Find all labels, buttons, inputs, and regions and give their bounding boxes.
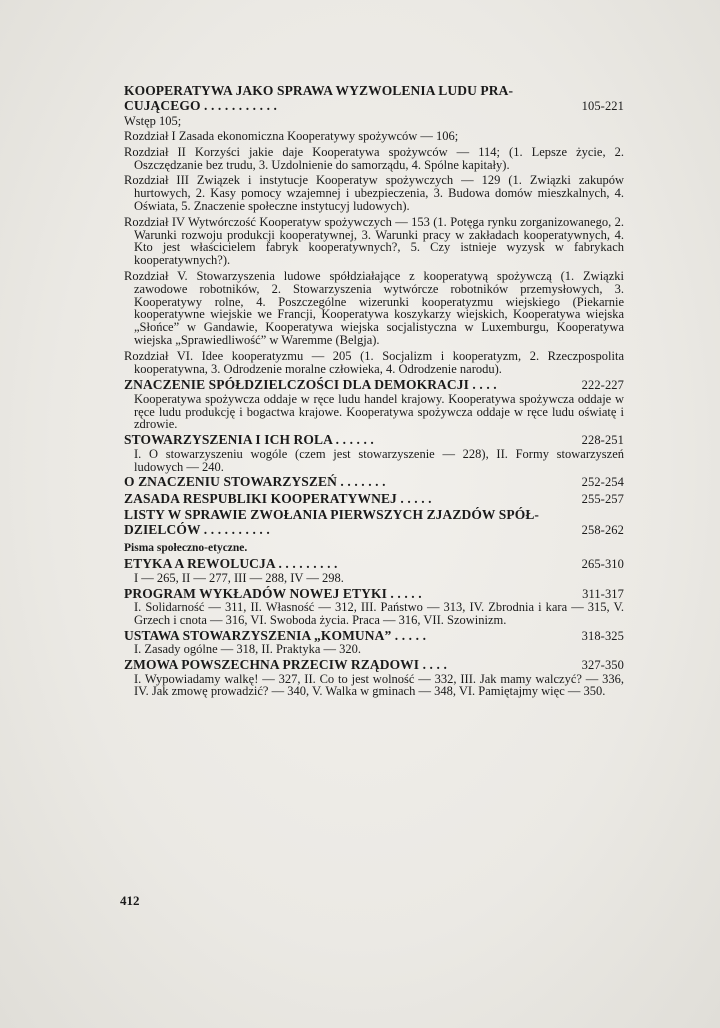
toc-entry (124, 492, 624, 507)
toc-entry-text: I. O stowarzyszeniu wogóle (czem jest stowarzyszenie — 228), II. Formy stowarzyszeń ludowych — 240. (134, 446, 624, 474)
toc-entry (124, 658, 624, 698)
toc-entry-title: ZMOWA POWSZECHNA PRZECIW RZĄDOWI . . . . (124, 657, 447, 673)
toc-entry-heading (124, 658, 624, 673)
toc-entry-title: USTAWA STOWARZYSZENIA „KOMUNA” . . . . . (124, 627, 427, 643)
toc-entry-text: I. Solidarność — 311, II. Własność — 312, III. Państwo — 313, IV. Zbrodnia i kara — 315, V. Grzech i cnota — 316, VI. Swoboda życia. Praca — 316, VII. Szowinizm. (134, 600, 624, 627)
toc-entry (124, 378, 624, 431)
toc-entry-heading (124, 587, 624, 602)
toc-entry (124, 557, 624, 584)
toc-entry-pages: 228-251 (581, 433, 624, 448)
toc-chapter-1: Rozdział I Zasada ekonomiczna Kooperatywy spożywców — 106; (124, 129, 459, 143)
toc-entry-text: I. Wypowiadamy walkę! — 327, II. Co to jest wolność — 332, III. Jak mamy walczyć? — 336, IV. Jak zmowę prowadzić? — 340, V. Walka w gminach — 348, VI. Pamiętajmy więc — 350. (134, 671, 624, 699)
toc-chapter-4: Rozdział IV Wytwórczość Kooperatyw spożywczych — 153 (1. Potęga rynku zorganizowanego, 2. Warunki rozwoju produkcji kooperatywnej, 3. Warunki pracy w zakładach kooperatywnych, 4. Kto jest właścicielem fabryk kooperatywnych?, 5. Czy istnieje wyzysk w fabrykach kooperatywnych?). (124, 214, 624, 268)
toc-entry-heading (124, 475, 624, 490)
toc-chapter-3: Rozdział III Związek i instytucje Kooperatyw spożywczych — 129 (1. Związki zakupów hurtowych, 2. Kasy pomocy wzajemnej i ubezpieczenia, 3. Budowa domów mieszkalnych, 4. Oświata, 5. Znaczenie społeczne instytucyj ludowych). (124, 173, 624, 213)
toc-entry-heading (124, 508, 624, 537)
toc-intro: Wstęp 105; (124, 114, 182, 128)
toc-entry-title: ZNACZENIE SPÓŁDZIELCZOŚCI DLA DEMOKRACJI . . . . (124, 377, 497, 393)
table-of-contents (124, 84, 624, 700)
toc-entry (124, 587, 624, 627)
toc-heading (124, 84, 624, 113)
toc-entry-title: PROGRAM WYKŁADÓW NOWEJ ETYKI . . . . . (124, 585, 422, 601)
toc-category: Pisma społeczno-etyczne. (124, 542, 248, 555)
toc-entry-title: LISTY W SPRAWIE ZWOŁANIA PIERWSZYCH ZJAZDÓW SPÓŁ-DZIELCÓW . . . . . . . . . . (124, 507, 540, 537)
toc-entry-pages: 258-262 (581, 522, 624, 537)
toc-entry-text: I — 265, II — 277, III — 288, IV — 298. (134, 570, 344, 585)
toc-entry-heading (124, 629, 624, 644)
toc-heading-pages: 105-221 (581, 98, 624, 113)
toc-chapter-2: Rozdział II Korzyści jakie daje Kooperatywa spożywców — 114; (1. Lepsze życie, 2. Oszczędzanie bez trudu, 3. Uzdolnienie do samorządu, 4. Spólne kapitały). (124, 144, 624, 172)
toc-entry-pages: 311-317 (582, 586, 624, 601)
toc-chapter-5: Rozdział V. Stowarzyszenia ludowe spółdziałające z kooperatywą spożywczą (1. Związki zawodowe robotników, 2. Stowarzyszenia wytwórcze robotników przemysłowych, 3. Kooperatywy rolne, 4. Poszczególne wizerunki kooperatyzmu wiejskiego (Piekarnie kooperatywne wiejskie we Francji, Kooperatywa koszykarzy wiejskich, Kooperatywa wiejska „Słońce” w Gandawie, Kooperatywa wiejska socjalistyczna w Luxemburgu, Kooperatywa wiejska „Sprawiedliwość” w Waremme (Belgja). (124, 268, 624, 347)
toc-heading-title: KOOPERATYWA JAKO SPRAWA WYZWOLENIA LUDU PRA-CUJĄCEGO . . . . . . . . . . . (124, 83, 514, 113)
toc-entry-pages: 318-325 (581, 628, 624, 643)
toc-entry-text: I. Zasady ogólne — 318, II. Praktyka — 320. (134, 642, 362, 657)
toc-chapter-6: Rozdział VI. Idee kooperatyzmu — 205 (1. Socjalizm i kooperatyzm, 2. Rzeczpospolita kooperatywna, 3. Odrodzenie moralne człowieka, 4. Odrodzenie narodu). (124, 348, 624, 376)
toc-entry-title: STOWARZYSZENIA I ICH ROLA . . . . . . (124, 432, 374, 448)
toc-entry-heading (124, 378, 624, 393)
toc-entry-pages: 265-310 (581, 557, 624, 572)
toc-part-kooperatywa (124, 84, 624, 375)
toc-entry-title: O ZNACZENIU STOWARZYSZEŃ . . . . . . . (124, 474, 386, 490)
page-number: 412 (120, 893, 140, 908)
toc-entry-title: ZASADA RESPUBLIKI KOOPERATYWNEJ . . . . . (124, 490, 432, 506)
toc-entry-title: ETYKA A REWOLUCJA . . . . . . . . . (124, 556, 338, 572)
toc-entry (124, 629, 624, 656)
toc-entry (124, 433, 624, 473)
toc-entry-pages: 222-227 (581, 378, 624, 393)
toc-entry (124, 475, 624, 490)
toc-entry-text: Kooperatywa spożywcza oddaje w ręce ludu handel krajowy. Kooperatywa spożywcza oddaje w ręce ludu produkcję i bogactwa krajowe. Kooperatywa spożywcza oddaje w ręce ludu oświatę i zdrowie. (134, 391, 624, 432)
toc-entry-pages: 252-254 (581, 475, 624, 490)
toc-entry-pages: 255-257 (581, 491, 624, 506)
toc-entry (124, 508, 624, 537)
toc-entry-pages: 327-350 (581, 658, 624, 673)
toc-entry-heading (124, 557, 624, 572)
toc-entry-heading (124, 433, 624, 448)
toc-entry-heading (124, 492, 624, 507)
